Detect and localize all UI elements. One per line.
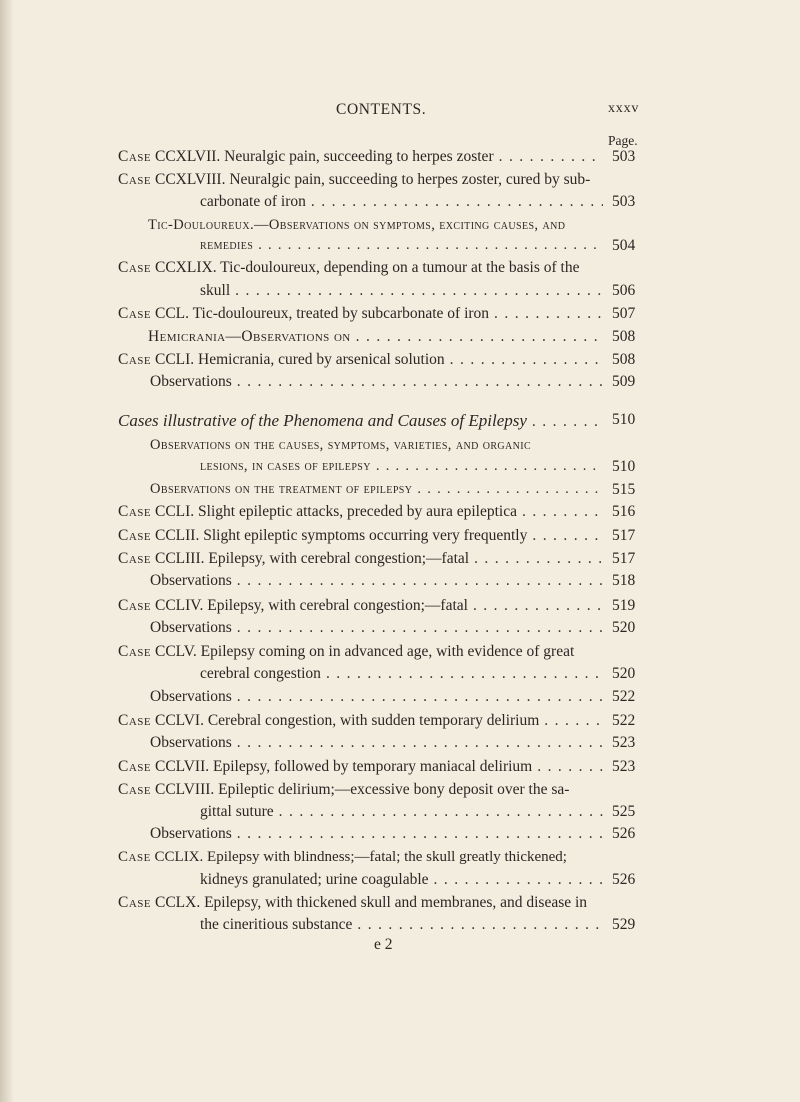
case-label: Case: [118, 849, 151, 865]
case-label: Case: [118, 351, 152, 368]
case-label: Case: [118, 894, 152, 911]
toc-entry: [118, 849, 567, 871]
dot-leader: [357, 916, 603, 934]
entry-title: Observations on the treatment of epilepsy: [150, 481, 413, 497]
dot-leader: [237, 373, 603, 391]
entry-title: CCL. Tic-douloureux, treated by subcarbonate of iron: [155, 305, 490, 322]
entry-page: 522: [612, 688, 636, 705]
entry-title: CCXLVIII. Neuralgic pain, succeeding to herpes zoster, cured by sub-: [155, 171, 591, 188]
dot-leader: [235, 282, 603, 300]
entry-title: CCXLVII. Neuralgic pain, succeeding to herpes zoster: [155, 148, 494, 165]
toc-entry: [118, 894, 587, 916]
page-number: xxxv: [608, 101, 640, 116]
entry-page: 518: [612, 572, 636, 589]
dot-leader: [474, 550, 603, 568]
page-header: [0, 101, 800, 121]
toc-entry: [118, 171, 590, 193]
toc-entry: [150, 572, 608, 594]
entry-page: 515: [612, 481, 636, 498]
toc-section-entry: [150, 437, 531, 459]
entry-page: 506: [612, 282, 636, 299]
entry-title: CCXLIX. Tic-douloureux, depending on a tumour at the basis of the: [155, 259, 580, 276]
toc-entry: [118, 758, 608, 780]
entry-page: 517: [612, 527, 636, 544]
entry-page: 529: [612, 916, 636, 933]
entry-title: CCLIX. Epilepsy with blindness;—fatal; the skull greatly thickened;: [154, 849, 567, 865]
entry-continuation: the cineritious substance: [200, 916, 353, 933]
dot-leader: [532, 527, 603, 545]
toc-entry: [118, 527, 608, 549]
case-label: Case: [118, 305, 152, 322]
case-label: Case: [118, 527, 152, 544]
dot-leader: [473, 597, 603, 615]
entry-continuation: remedies: [200, 237, 254, 253]
toc-entry: [150, 688, 608, 710]
toc-section-entry: [148, 217, 565, 239]
toc-entry: [118, 503, 608, 525]
dot-leader: [376, 458, 603, 475]
entry-page: 522: [612, 712, 636, 729]
entry-title: CCLI. Slight epileptic attacks, preceded by aura epileptica: [155, 503, 517, 520]
entry-continuation: cerebral congestion: [200, 665, 321, 682]
entry-title: Observations: [150, 688, 232, 705]
entry-title: CCLVII. Epilepsy, followed by temporary maniacal delirium: [155, 758, 533, 775]
toc-entry-continuation: [200, 193, 608, 215]
dot-leader: [237, 572, 603, 590]
entry-page: 503: [612, 193, 636, 210]
toc-entry: [150, 825, 608, 847]
dot-leader: [494, 305, 603, 323]
toc-entry-continuation: [200, 282, 608, 304]
toc-section-heading: [118, 411, 608, 433]
entry-title: Tic-Douloureux.—Observations on symptoms, exciting causes, and: [148, 217, 566, 233]
toc-entry: [118, 305, 608, 327]
dot-leader: [311, 193, 603, 211]
entry-title: CCLVIII. Epileptic delirium;—excessive bony deposit over the sa-: [155, 781, 570, 798]
entry-title: CCLVI. Cerebral congestion, with sudden temporary delirium: [155, 712, 540, 729]
entry-title: CCLX. Epilepsy, with thickened skull and membranes, and disease in: [155, 894, 588, 911]
toc-entry: [118, 550, 608, 572]
dot-leader: [499, 148, 603, 166]
case-label: Case: [118, 503, 152, 520]
entry-page: 510: [612, 458, 636, 475]
entry-page: 510: [612, 411, 636, 428]
dot-leader: [237, 734, 603, 752]
page-edge-shadow: [0, 0, 14, 1102]
entry-title: Observations: [150, 572, 232, 589]
toc-section-entry: [150, 481, 608, 503]
entry-page: 525: [612, 803, 636, 820]
entry-continuation: kidneys granulated; urine coagulable: [200, 871, 429, 888]
running-title: CONTENTS.: [336, 101, 427, 118]
toc-entry: [150, 619, 608, 641]
toc-entry: [118, 643, 574, 665]
entry-page: 516: [612, 503, 636, 520]
case-label: Case: [118, 550, 152, 567]
toc-entry: [118, 597, 608, 619]
entry-page: 523: [612, 734, 636, 751]
entry-continuation: skull: [200, 282, 231, 299]
entry-page: 526: [612, 825, 636, 842]
dot-leader: [417, 481, 603, 498]
dot-leader: [544, 712, 603, 730]
toc-entry-continuation: [200, 665, 608, 687]
entry-title: Observations: [150, 619, 232, 636]
entry-title: Observations on the causes, symptoms, varieties, and organic: [150, 437, 532, 453]
signature-mark: e 2: [374, 936, 393, 953]
toc-entry-continuation: [200, 458, 608, 480]
case-label: Case: [118, 712, 152, 729]
case-label: Case: [118, 259, 152, 276]
toc-entry: [150, 734, 608, 756]
dot-leader: [522, 503, 603, 521]
entry-page: 520: [612, 665, 636, 682]
dot-leader: [237, 825, 603, 843]
dot-leader: [258, 237, 603, 254]
dot-leader: [237, 688, 603, 706]
section-title: Cases illustrative of the Phenomena and Causes of Epilepsy: [118, 411, 527, 430]
entry-page: 517: [612, 550, 636, 567]
toc-entry-continuation: [200, 871, 608, 893]
entry-page: 507: [612, 305, 636, 322]
dot-leader: [537, 758, 603, 776]
entry-title: Observations: [150, 734, 232, 751]
toc-entry: [118, 351, 608, 373]
toc-entry: [118, 781, 569, 803]
entry-title: Observations: [150, 373, 232, 390]
entry-page: 508: [612, 351, 636, 368]
entry-page: 504: [612, 237, 636, 254]
case-label: Case: [118, 597, 152, 614]
entry-title: CCLIII. Epilepsy, with cerebral congestion;—fatal: [155, 550, 470, 567]
toc-entry: [118, 148, 608, 170]
dot-leader: [326, 665, 603, 683]
dot-leader: [356, 328, 603, 346]
dot-leader: [434, 871, 603, 889]
entry-continuation: lesions, in cases of epilepsy: [200, 458, 371, 474]
entry-title: Hemicrania—Observations on: [148, 328, 351, 345]
dot-leader: [532, 413, 603, 431]
entry-page: 509: [612, 373, 636, 390]
case-label: Case: [118, 781, 152, 798]
case-label: Case: [118, 171, 152, 188]
entry-page: 508: [612, 328, 636, 345]
entry-continuation: gittal suture: [200, 803, 274, 820]
case-label: Case: [118, 643, 152, 660]
case-label: Case: [118, 148, 152, 165]
entry-page: 526: [612, 871, 636, 888]
case-label: Case: [118, 758, 152, 775]
toc-entry-continuation: [200, 803, 608, 825]
toc-entry: [118, 712, 608, 734]
toc-entry: [118, 259, 579, 281]
toc-entry-continuation: [200, 237, 608, 259]
dot-leader: [237, 619, 603, 637]
entry-page: 503: [612, 148, 636, 165]
page-column-label: Page.: [608, 133, 638, 148]
entry-page: 520: [612, 619, 636, 636]
entry-continuation: carbonate of iron: [200, 193, 306, 210]
dot-leader: [279, 803, 603, 821]
entry-title: CCLII. Slight epileptic symptoms occurring very frequently: [155, 527, 528, 544]
entry-title: CCLV. Epilepsy coming on in advanced age, with evidence of great: [155, 643, 575, 660]
toc-entry: [150, 373, 608, 395]
entry-page: 519: [612, 597, 636, 614]
dot-leader: [450, 351, 603, 369]
toc-section-entry: [148, 328, 608, 350]
entry-title: CCLIV. Epilepsy, with cerebral congestion;—fatal: [155, 597, 468, 614]
entry-page: 523: [612, 758, 636, 775]
entry-title: CCLI. Hemicrania, cured by arsenical solution: [155, 351, 445, 368]
entry-title: Observations: [150, 825, 232, 842]
toc-entry-continuation: [200, 916, 608, 938]
